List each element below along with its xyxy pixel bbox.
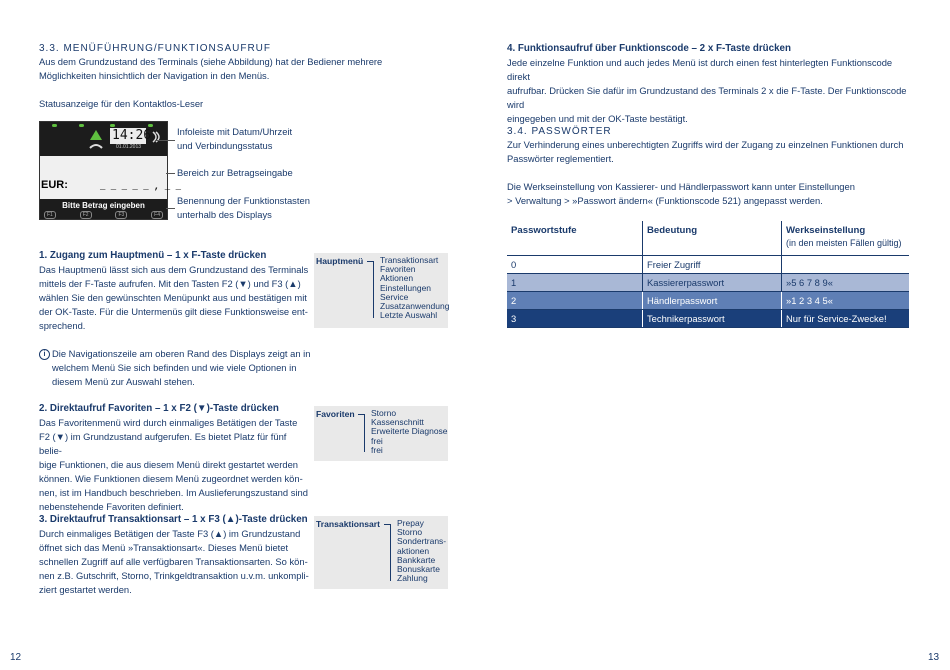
header-werkseinstellung: Werkseinstellung (in den meisten Fällen gültig): [786, 225, 902, 248]
callout-line-2: [166, 173, 175, 174]
menu-item: Zahlung: [397, 573, 428, 584]
led-2: [79, 124, 84, 127]
item-2-text: Das Favoritenmenü wird durch einmaliges Betätigen der Taste F2 (▼) im Grundzustand aufgerufen. Es bietet Platz für fünf belie- bige Funktionen, die aus diesem Menü direkt gestartet werden können. Wie Funktionen diesem Menü zugeordnet werden kön- nen, ist im Handbuch beschrieben. Im Auslieferungszustand sind nebenstehende Favoriten definiert.: [39, 417, 308, 512]
menu-item: Kassenschnitt: [371, 417, 424, 428]
item-2-heading: 2. Direktaufruf Favoriten – 1 x F2 (▼)-Taste drücken: [39, 403, 279, 414]
menu-item: Bonuskarte: [397, 564, 440, 575]
led-4: [148, 124, 153, 127]
tree-line: [373, 261, 374, 318]
table-cell: 0: [507, 256, 643, 273]
transaktionsart-label: Transaktionsart: [316, 519, 380, 529]
currency-label: EUR:: [41, 179, 68, 191]
item-1-block: [39, 249, 309, 333]
table-cell: 2: [507, 292, 643, 309]
menu-item: Aktionen: [380, 273, 414, 284]
led-3: [110, 124, 115, 127]
table-body: [507, 256, 909, 328]
table-row: [507, 292, 909, 310]
status-caption: Statusanzeige für den Kontaktlos-Leser: [39, 98, 204, 109]
amount-field: _ _ _ _ _ , _ _: [100, 182, 182, 192]
menu-item: Sondertrans-: [397, 536, 447, 547]
contactless-icon: [151, 130, 161, 144]
favoriten-box: [314, 406, 448, 461]
transaktionsart-box: [314, 516, 448, 589]
annotation-infobar: Infoleiste mit Datum/Uhrzeit und Verbindungsstatus: [177, 126, 293, 151]
hauptmenu-box: [314, 253, 448, 328]
password-table: [507, 221, 909, 328]
table-cell: Kassiererpasswort: [643, 274, 782, 291]
led-1: [52, 124, 57, 127]
section-title-3-3: 3.3. MENÜFÜHRUNG/FUNKTIONSAUFRUF: [39, 43, 272, 54]
menu-item: Favoriten: [380, 264, 416, 275]
menu-item: frei: [371, 435, 383, 446]
annotation-amount: Bereich zur Betragseingabe: [177, 167, 293, 178]
item-3-text: Durch einmaliges Betätigen der Taste F3 (▲) im Grundzustand öffnet sich das Menü »Transaktionsart«. Dieses Menü bietet schnellen Zugriff auf alle verfügbaren Transaktionsarten. So kön- nen z.B. Gutschrift, Storno, Trinkgeldtransaktion u.v.m. unkompli- ziert gestartet werden.: [39, 528, 309, 595]
prompt-text: Bitte Betrag eingeben: [62, 201, 145, 210]
menu-item: Letzte Auswahl: [380, 310, 438, 321]
header-bedeutung: Bedeutung: [643, 221, 782, 255]
table-cell: Händlerpasswort: [643, 292, 782, 309]
callout-line-3: [166, 208, 175, 209]
callout-line-1: [155, 140, 175, 141]
table-cell: »5 6 7 8 9«: [786, 277, 833, 288]
favoriten-label: Favoriten: [316, 409, 355, 419]
item-3-block: [39, 513, 309, 597]
clock-time: 14:26: [112, 128, 152, 143]
item-2-block: [39, 402, 309, 514]
passwords-intro: Zur Verhinderung eines unberechtigten Zugriffs wird der Zugang zu einzelnen Funktionen durch Passwörter reglementiert.: [507, 139, 904, 164]
phone-icon: [89, 142, 103, 150]
note-block: [39, 347, 319, 389]
page-number-left: 12: [10, 652, 22, 663]
item-4-block: [507, 42, 917, 126]
tree-line: [364, 414, 365, 452]
intro-text: Aus dem Grundzustand des Terminals (siehe Abbildung) hat der Bediener mehrere Möglichkeiten hinsichtlich der Navigation in den Menüs.: [39, 56, 383, 81]
menu-item: Einstellungen: [380, 282, 432, 293]
fkey-f3: F3: [115, 211, 127, 219]
menu-item: aktionen: [397, 545, 430, 556]
table-cell: 3: [507, 310, 643, 327]
menu-item: Bankkarte: [397, 554, 436, 565]
item-4-heading: 4. Funktionsaufruf über Funktionscode – 2 x F-Taste drücken: [507, 43, 791, 54]
passwords-settings-text: Die Werkseinstellung von Kassierer- und Händlerpasswort kann unter Einstellungen > Verwaltung > »Passwort ändern« (Funktionscode 521) angepasst werden.: [507, 181, 855, 206]
menu-item: Prepay: [397, 518, 424, 528]
menu-item: Storno: [371, 408, 397, 418]
page-number-right: 13: [928, 652, 940, 663]
transaktionsart-list: [397, 519, 446, 583]
menu-item: Storno: [397, 527, 423, 538]
hauptmenu-label: Hauptmenü: [316, 256, 364, 266]
menu-item: Zusatzanwendung: [380, 301, 450, 312]
section-title-3-4: 3.4. PASSWÖRTER: [507, 126, 612, 137]
fkey-f2: F2: [80, 211, 92, 219]
menu-item: Service: [380, 291, 409, 302]
favoriten-list: [371, 409, 448, 455]
item-1-heading: 1. Zugang zum Hauptmenü – 1 x F-Taste drücken: [39, 250, 267, 261]
menu-item: Transaktionsart: [380, 255, 439, 265]
table-cell: Technikerpasswort: [643, 310, 782, 327]
item-4-text: Jede einzelne Funktion und auch jedes Menü ist durch einen fest hinterlegten Funktionscode direkt aufrufbar. Drücken Sie dafür im Grundzustand des Terminals 2 x die F-Taste. Der Funktionscode wird eingegeben und mit der OK-Taste bestätigt.: [507, 57, 907, 124]
fkey-f1: F1: [44, 211, 56, 219]
table-cell: Freier Zugriff: [643, 256, 782, 273]
table-row: [507, 256, 909, 274]
table-row: [507, 274, 909, 292]
table-row: [507, 310, 909, 328]
info-bar: [40, 122, 167, 156]
function-bar: [40, 199, 167, 219]
table-cell: »1 2 3 4 5«: [786, 295, 833, 306]
hauptmenu-list: [380, 256, 449, 320]
table-header: [507, 221, 909, 256]
note-text: Die Navigationszeile am oberen Rand des Displays zeigt an in welchem Menü Sie sich befinden und wie viele Optionen in diesem Menü zur Auswahl stehen.: [52, 348, 311, 387]
fkey-labels: [44, 211, 163, 219]
menu-item: frei: [371, 444, 383, 455]
tree-line: [390, 524, 391, 581]
header-passwortstufe: Passwortstufe: [507, 221, 643, 255]
info-icon: i: [39, 349, 50, 360]
table-cell: Nur für Service-Zwecke!: [786, 313, 887, 324]
menu-item: Erweiterte Diagnose: [371, 426, 448, 437]
antenna-icon: [90, 130, 102, 140]
item-3-heading: 3. Direktaufruf Transaktionsart – 1 x F3 (▲)-Taste drücken: [39, 514, 308, 525]
annotation-fkeys: Benennung der Funktionstasten unterhalb des Displays: [177, 195, 310, 220]
table-cell: 1: [507, 274, 643, 291]
clock-date: 01.01.2013: [116, 144, 142, 150]
fkey-f4: F4: [151, 211, 163, 219]
terminal-display: [39, 121, 182, 220]
item-1-text: Das Hauptmenü lässt sich aus dem Grundzustand des Terminals mittels der F-Taste aufrufen. Mit den Tasten F2 (▼) und F3 (▲) wählen Sie den gewünschten Menüpunkt aus und bestätigen mit der OK-Taste. Für die Untermenüs gilt diese Funktionsweise ent- sprechend.: [39, 264, 309, 331]
table-cell: [782, 256, 909, 273]
